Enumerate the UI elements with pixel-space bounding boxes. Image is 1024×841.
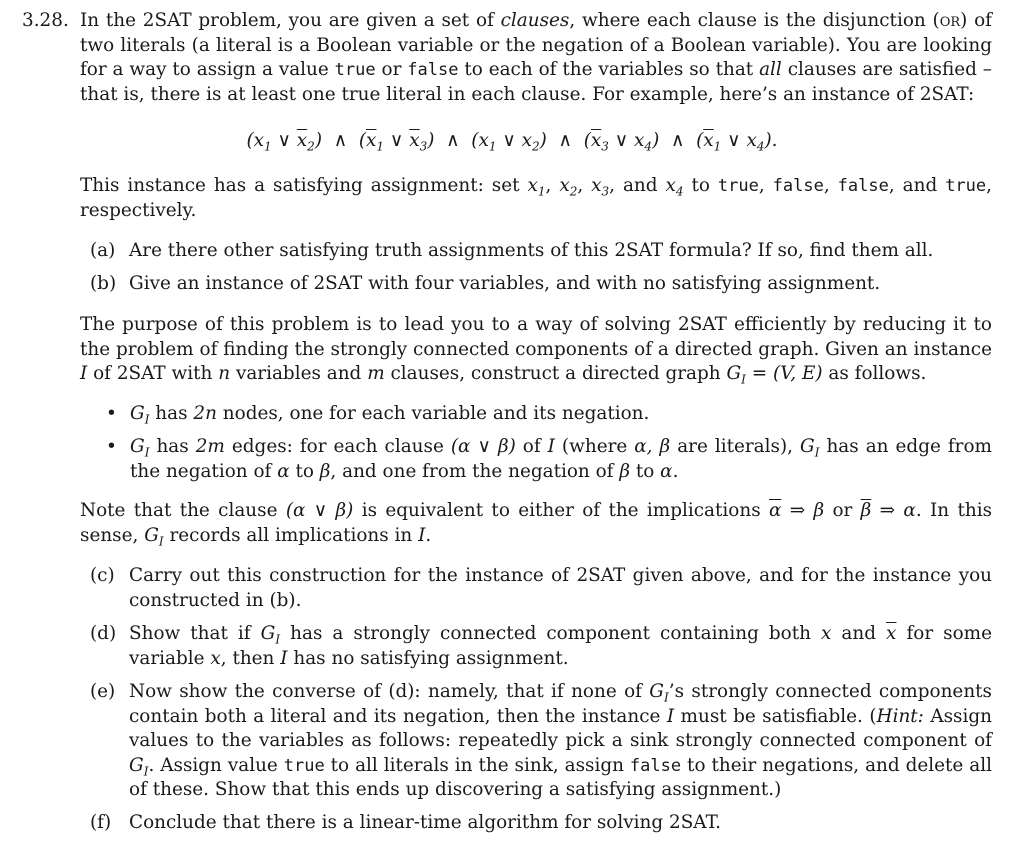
bullet-dot: • — [106, 403, 117, 424]
bullet-text: $G_I$ has 2n nodes, one for each variable and its negation. — [130, 403, 650, 427]
part-text: Are there other satisfying truth assignments of this 2SAT formula? If so, find them all. — [129, 240, 934, 261]
bullet-dot: • — [106, 436, 117, 457]
part-b — [90, 272, 992, 297]
part-a — [90, 239, 992, 264]
part-c — [90, 564, 992, 613]
part-d — [90, 622, 992, 671]
sat-formula: ($x_1$ ∨ $\overline{x}_2$) ∧ ($\overline{x}_1$ ∨ $\overline{x}_3$) ∧ ($x_1$ ∨ $x_2$) ∧ ($\overline{x}_3$ ∨ $x_4$) ∧ ($\overline{x}_1$ ∨ $x_4$). — [246, 130, 778, 154]
bullet-text: $G_I$ has 2m edges: for each clause (α ∨ β) of I (where α, β are literals), $G_I$ has an edge from the negation of α to β, and one from the negation of β to α. — [130, 436, 992, 482]
part-label: (b) — [90, 273, 117, 294]
part-label: (c) — [90, 565, 115, 586]
part-text: Show that if $G_I$ has a strongly connected component containing both x and $\overline{x}$ for some variable x, then I has no satisfying assignment. — [129, 623, 993, 669]
problem-number: 3.28. — [22, 10, 69, 31]
part-text: Give an instance of 2SAT with four variables, and with no satisfying assignment. — [129, 273, 881, 294]
part-e — [90, 680, 992, 803]
part-f — [90, 811, 992, 836]
note-paragraph: Note that the clause (α ∨ β) is equivalent to either of the implications $\overline{\alpha}$ ⇒ β or $\overline{\beta}$ ⇒ α. In this sense, $G_I$ records all implications in I. — [80, 500, 993, 549]
part-label: (a) — [90, 240, 116, 261]
intro-paragraph: In the 2SAT problem, you are given a set of clauses, where each clause is the disjunction (or) of two literals (a literal is a Boolean variable or the negation of a Boolean variable). You are looking for a way to assign a value true or false to each of the variables so that all clauses are satisfied – that is, there is at least one true literal in each clause. For example, here’s an instance of 2SAT: — [80, 10, 992, 105]
part-text: Now show the converse of (d): namely, that if none of $G_I’s$ strongly connected components contain both a literal and its negation, then the instance I must be satisfiable. (Hint: Assign values to the variables as follows: repeatedly pick a sink strongly connected component of $G_I$. Assign value true to all literals in the sink, assign false to their negations, and delete all of these. Show that this ends up discovering a satisfying assignment.) — [129, 681, 992, 801]
part-label: (f) — [90, 812, 112, 833]
bullet-edges — [106, 435, 992, 484]
part-text: Conclude that there is a linear-time algorithm for solving 2SAT. — [129, 812, 721, 833]
part-label: (d) — [90, 623, 117, 644]
bullet-nodes — [106, 402, 992, 427]
part-label: (e) — [90, 681, 116, 702]
purpose-paragraph: The purpose of this problem is to lead you to a way of solving 2SAT efficiently by reducing it to the problem of finding the strongly connected components of a directed graph. Given an instance I of 2SAT with n variables and m clauses, construct a directed graph $G_I = (V$, E) as follows. — [80, 314, 992, 387]
part-text: Carry out this construction for the instance of 2SAT given above, and for the instance you constructed in (b). — [129, 565, 992, 611]
satisfying-assignment-paragraph: This instance has a satisfying assignment: set $x_1$, $x_2$, $x_3$, and $x_4$ to true, false, false, and true, respectively. — [80, 175, 992, 221]
